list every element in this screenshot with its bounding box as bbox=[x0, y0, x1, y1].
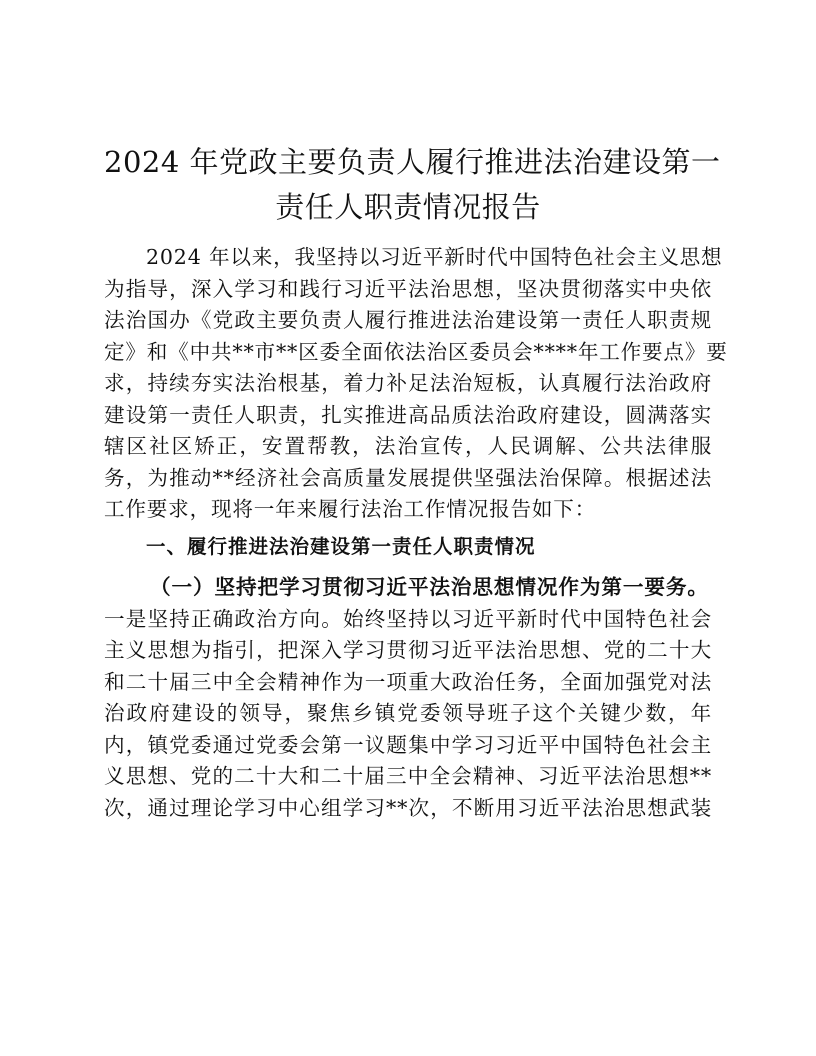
section-heading: 一、履行推进法治建设第一责任人职责情况 bbox=[146, 534, 536, 558]
intro-line-6: 建设第一责任人职责，扎实推进高品质法治政府建设，圆满落实 bbox=[104, 402, 712, 427]
subsection-line-3: 和二十届三中全会精神作为一项重大政治任务，全面加强党对法 bbox=[104, 669, 712, 694]
document-page bbox=[104, 140, 728, 824]
intro-paragraph bbox=[104, 242, 728, 526]
subsection-line-1: 一是坚持正确政治方向。始终坚持以习近平新时代中国特色社会 bbox=[104, 606, 712, 631]
intro-line-8: 务，为推动**经济社会高质量发展提供坚强法治保障。根据述法 bbox=[104, 465, 712, 490]
intro-line-5: 求，持续夯实法治根基，着力补足法治短板，认真履行法治政府 bbox=[104, 371, 712, 395]
subsection-line-2: 主义思想为指引，把深入学习贯彻习近平法治思想、党的二十大 bbox=[104, 638, 712, 662]
title-line-2: 责任人职责情况报告 bbox=[275, 190, 541, 224]
intro-line-7: 辖区社区矫正，安置帮教，法治宣传，人民调解、公共法律服 bbox=[104, 434, 712, 458]
subsection-line-5: 内，镇党委通过党委会第一议题集中学习习近平中国特色社会主 bbox=[104, 732, 712, 757]
intro-line-4: 定》和《中共**市**区委全面依法治区委员会****年工作要点》要 bbox=[104, 339, 728, 364]
intro-line-3: 法治国办《党政主要负责人履行推进法治建设第一责任人职责规 bbox=[104, 308, 712, 332]
subsection-line-6: 义思想、党的二十大和二十届三中全会精神、习近平法治思想** bbox=[104, 764, 712, 788]
document-title bbox=[104, 140, 721, 230]
title-line-1: 2024 年党政主要负责人履行推进法治建设第一 bbox=[104, 145, 721, 179]
subsection-paragraph bbox=[104, 572, 712, 824]
subsection-heading: （一）坚持把学习贯彻习近平法治思想情况作为第一要务。 bbox=[150, 575, 709, 599]
subsection-line-4: 治政府建设的领导，聚焦乡镇党委领导班子这个关键少数，年 bbox=[104, 701, 712, 725]
intro-line-2: 为指导，深入学习和践行习近平法治思想，坚决贯彻落实中央依 bbox=[104, 276, 712, 301]
intro-line-9: 工作要求，现将一年来履行法治工作情况报告如下： bbox=[104, 497, 597, 521]
subsection-line-7: 次，通过理论学习中心组学习**次，不断用习近平法治思想武装 bbox=[104, 795, 712, 820]
subsection-heading-line bbox=[104, 572, 712, 604]
intro-line-1: 2024 年以来，我坚持以习近平新时代中国特色社会主义思想 bbox=[146, 245, 723, 269]
